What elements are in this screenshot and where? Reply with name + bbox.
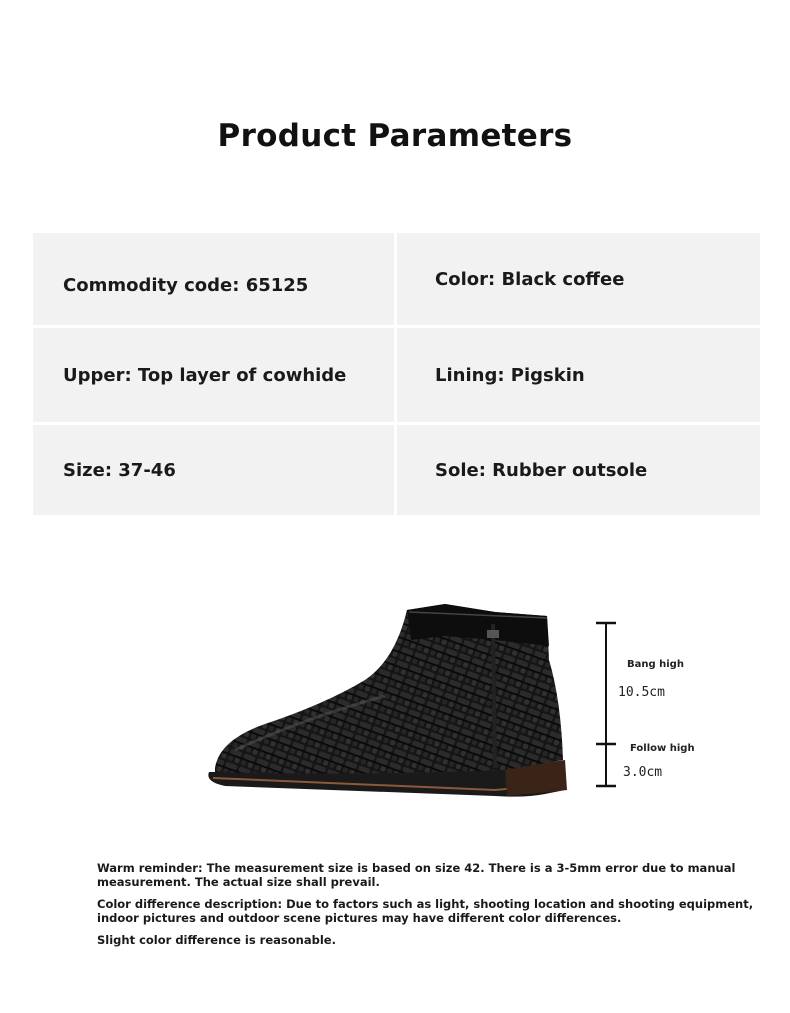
upper-cell: Upper: Top layer of cowhide xyxy=(33,328,394,422)
slight-difference-note: Slight color difference is reasonable. xyxy=(97,933,336,947)
boot-image xyxy=(195,600,575,810)
sole-cell: Sole: Rubber outsole xyxy=(397,425,760,515)
follow-high-label: Follow high xyxy=(630,743,695,754)
warm-reminder-note: Warm reminder: The measurement size is based on size 42. There is a 3-5mm error due to manual measurement. The actual size shall prevail. xyxy=(97,861,736,889)
color-difference-note: Color difference description: Due to factors such as light, shooting location and shooting equipment, indoor pictures and outdoor scene pictures may have different color differences. xyxy=(97,897,754,925)
notes-section xyxy=(97,861,757,955)
bang-high-label: Bang high xyxy=(627,659,684,670)
measurement-guide xyxy=(590,618,710,793)
woven-ankle-boot-illustration xyxy=(195,600,575,810)
commodity-code-cell: Commodity code: 65125 xyxy=(33,233,394,325)
color-cell: Color: Black coffee xyxy=(397,233,760,325)
lining-cell: Lining: Pigskin xyxy=(397,328,760,422)
page-title: Product Parameters xyxy=(217,118,573,154)
parameters-table xyxy=(33,233,760,515)
follow-high-value: 3.0cm xyxy=(623,765,663,780)
size-cell: Size: 37-46 xyxy=(33,425,394,515)
bang-high-value: 10.5cm xyxy=(618,685,665,700)
